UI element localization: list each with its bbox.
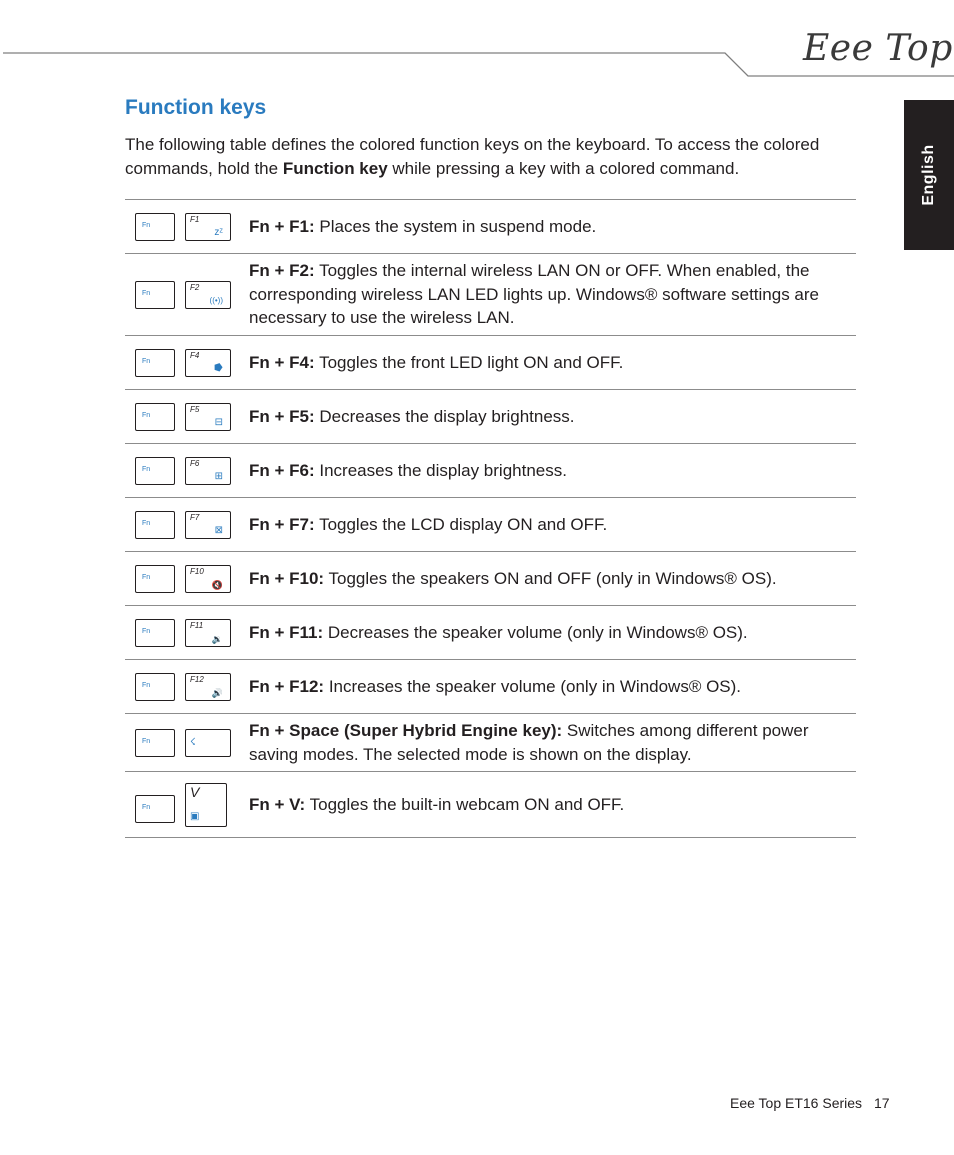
display-off-icon: ⊠ <box>214 525 223 536</box>
fn-key <box>135 619 175 647</box>
key-label: F6 <box>190 459 200 468</box>
intro-text-1: The following table defines the colored function keys on the keyboard. To access the colored commands, hold the <box>125 135 820 178</box>
key-combo-illustration <box>125 200 249 253</box>
language-label: English <box>920 144 937 206</box>
key-label: F2 <box>190 283 200 292</box>
webcam-icon: ▣ <box>190 811 200 822</box>
function-key-description <box>249 513 856 537</box>
key-label: F11 <box>190 621 204 630</box>
eee-top-logo: Eee Top <box>803 28 953 69</box>
function-key-row <box>125 772 856 838</box>
f4-key <box>185 349 231 377</box>
f5-key <box>185 403 231 431</box>
key-combo-illustration <box>125 552 249 605</box>
key-combo-label: Fn + F11: <box>249 622 324 642</box>
f7-key <box>185 511 231 539</box>
footer-page-number: 17 <box>874 1095 890 1111</box>
key-label: F1 <box>190 215 200 224</box>
fn-key <box>135 673 175 701</box>
key-combo-prefix: Fn + <box>249 721 290 740</box>
key-combo-illustration <box>125 606 249 659</box>
key-combo-illustration <box>125 660 249 713</box>
function-key-row <box>125 444 856 498</box>
description-text: Toggles the front LED light ON and OFF. <box>314 352 624 372</box>
function-keys-table <box>125 199 856 838</box>
language-side-tab <box>904 100 954 250</box>
key-combo-label: Fn + F4: <box>249 352 315 372</box>
intro-paragraph <box>125 133 865 180</box>
key-combo-label: Space (Super Hybrid Engine key): <box>289 721 563 740</box>
function-key-description <box>249 793 856 817</box>
function-key-description <box>249 621 856 645</box>
fn-key <box>135 403 175 431</box>
function-key-row <box>125 254 856 336</box>
function-key-description <box>249 459 856 483</box>
space-key <box>185 729 231 757</box>
fn-key <box>135 729 175 757</box>
volume-down-icon: 🔉 <box>211 634 223 644</box>
key-combo-label: Fn + F7: <box>249 514 315 534</box>
f6-key <box>185 457 231 485</box>
function-key-description <box>249 567 856 591</box>
function-key-description <box>249 675 856 699</box>
key-combo-label: Fn + F2: <box>249 261 315 281</box>
f10-key <box>185 565 231 593</box>
function-key-row <box>125 714 856 772</box>
f11-key <box>185 619 231 647</box>
fn-key-label: Fn <box>142 682 151 689</box>
function-key-description <box>249 215 856 239</box>
description-text: Decreases the display brightness. <box>314 406 575 426</box>
f2-key <box>185 281 231 309</box>
key-combo-illustration <box>125 498 249 551</box>
fn-key-label: Fn <box>142 804 151 811</box>
key-combo-label: Fn + F12: <box>249 676 325 696</box>
description-text: Toggles the built-in webcam ON and OFF. <box>305 794 625 814</box>
fn-key-label: Fn <box>142 520 151 527</box>
f1-key <box>185 213 231 241</box>
key-label: F7 <box>190 513 200 522</box>
description-text: Decreases the speaker volume (only in Windows® OS). <box>323 622 748 642</box>
key-label: V <box>190 784 200 800</box>
description-text: Toggles the LCD display ON and OFF. <box>314 514 608 534</box>
key-label: F10 <box>190 567 204 576</box>
volume-up-icon: 🔊 <box>211 688 223 698</box>
sleep-z-icon: zᶻ <box>214 227 223 238</box>
speaker-mute-icon: 🔇 <box>211 580 223 590</box>
super-hybrid-engine-icon: ☇ <box>190 737 196 748</box>
description-text: Increases the display brightness. <box>314 460 567 480</box>
description-text: Increases the speaker volume (only in Windows® OS). <box>324 676 742 696</box>
function-key-row <box>125 660 856 714</box>
v-key <box>185 783 227 827</box>
fn-key-label: Fn <box>142 222 151 229</box>
key-combo-label: Fn + F10: <box>249 568 325 588</box>
function-key-description <box>249 719 856 766</box>
description-text: Places the system in suspend mode. <box>314 216 597 236</box>
description-text: Toggles the internal wireless LAN ON or OFF. When enabled, the corresponding wireless LAN LED lights up. Windows® software settings are necessary to use the wireless LAN. <box>249 261 819 328</box>
fn-key-label: Fn <box>142 574 151 581</box>
function-key-row <box>125 200 856 254</box>
fn-key-label: Fn <box>142 290 151 297</box>
fn-key-label: Fn <box>142 466 151 473</box>
function-key-row <box>125 390 856 444</box>
function-key-description <box>249 259 856 330</box>
function-key-row <box>125 552 856 606</box>
fn-key <box>135 281 175 309</box>
description-text: Toggles the speakers ON and OFF (only in Windows® OS). <box>324 568 777 588</box>
fn-key-label: Fn <box>142 738 151 745</box>
intro-bold-function-key: Function key <box>282 158 388 178</box>
key-combo-illustration <box>125 714 249 771</box>
intro-text-2: while pressing a key with a colored command. <box>387 158 740 178</box>
fn-key <box>135 565 175 593</box>
function-key-row <box>125 498 856 552</box>
key-combo-label: Fn + F6: <box>249 460 315 480</box>
key-label: F12 <box>190 675 204 684</box>
fn-key-label: Fn <box>142 358 151 365</box>
key-combo-illustration <box>125 390 249 443</box>
wireless-icon: ((•)) <box>209 296 223 305</box>
brightness-down-icon: ⊟ <box>214 417 223 428</box>
fn-key <box>135 795 175 823</box>
key-combo-illustration <box>125 772 249 837</box>
function-key-description <box>249 351 856 375</box>
key-label: F4 <box>190 351 200 360</box>
key-combo-illustration <box>125 336 249 389</box>
f12-key <box>185 673 231 701</box>
fn-key-label: Fn <box>142 412 151 419</box>
section-heading: Function keys <box>125 96 267 119</box>
function-key-row <box>125 336 856 390</box>
key-combo-label: Fn + F1: <box>249 216 315 236</box>
brightness-up-icon: ⊞ <box>214 471 223 482</box>
key-label: F5 <box>190 405 200 414</box>
fn-key <box>135 349 175 377</box>
function-key-description <box>249 405 856 429</box>
description-text: Switches among different power saving modes. The selected mode is shown on the display. <box>249 721 809 764</box>
footer-series-name: Eee Top ET16 Series <box>730 1095 863 1111</box>
fn-key <box>135 457 175 485</box>
led-light-icon: ⭓ <box>214 363 223 374</box>
key-combo-label: Fn + F5: <box>249 406 315 426</box>
function-key-row <box>125 606 856 660</box>
fn-key <box>135 511 175 539</box>
key-combo-label: Fn + V: <box>249 794 306 814</box>
key-combo-illustration <box>125 254 249 335</box>
fn-key <box>135 213 175 241</box>
key-combo-illustration <box>125 444 249 497</box>
fn-key-label: Fn <box>142 628 151 635</box>
